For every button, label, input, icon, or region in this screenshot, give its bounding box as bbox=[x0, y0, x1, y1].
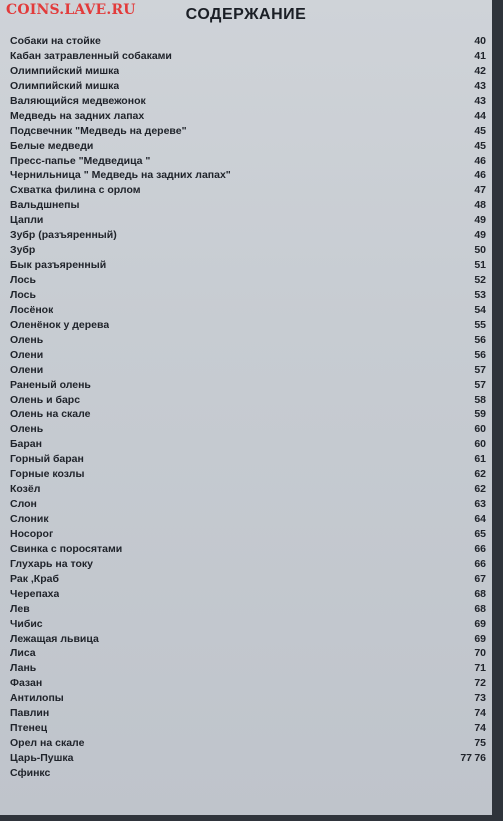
toc-entry-label: Олень bbox=[10, 423, 44, 436]
toc-entry bbox=[10, 497, 490, 512]
toc-entry bbox=[10, 318, 490, 333]
toc-entry bbox=[10, 706, 490, 721]
toc-entry-label: Царь-Пушка bbox=[10, 752, 74, 764]
toc-entry bbox=[10, 198, 490, 213]
toc-entry-label: Олень на скале bbox=[10, 408, 91, 421]
toc-entry bbox=[10, 228, 490, 243]
toc-entry-page-number: 43 bbox=[474, 79, 486, 92]
toc-entry-page-number: 46 bbox=[474, 169, 486, 182]
toc-entry-label: Слоник bbox=[10, 513, 49, 525]
toc-entry-label: Слон bbox=[10, 498, 37, 511]
toc-entry-label: Горный баран bbox=[10, 453, 84, 466]
toc-entry-page-number: 70 bbox=[474, 647, 486, 660]
toc-entry-label: Лось bbox=[10, 274, 36, 286]
toc-entry-label: Лиса bbox=[10, 647, 36, 660]
toc-entry-label: Лань bbox=[10, 662, 37, 675]
toc-entry bbox=[10, 168, 490, 183]
toc-entry-page-number: 51 bbox=[474, 259, 486, 272]
toc-entry bbox=[10, 512, 490, 527]
toc-entry-page-number: 48 bbox=[474, 199, 486, 212]
toc-entry bbox=[10, 333, 490, 348]
toc-entry-label: Антилопы bbox=[10, 692, 64, 705]
toc-entry-page-number: 73 bbox=[474, 692, 486, 705]
toc-entry bbox=[10, 49, 490, 64]
toc-entry-label: Лежащая львица bbox=[10, 632, 99, 645]
page-title: СОДЕРЖАНИЕ bbox=[185, 6, 307, 23]
toc-entry-page-number: 45 bbox=[474, 124, 486, 137]
toc-entry-label: Олимпийский мишка bbox=[10, 79, 120, 92]
toc-entry-page-number: 57 bbox=[474, 363, 486, 376]
toc-entry bbox=[10, 79, 490, 94]
toc-entry-page-number: 49 bbox=[474, 214, 486, 227]
toc-entry-page-number: 54 bbox=[474, 303, 486, 316]
toc-entry-label: Олень bbox=[10, 333, 44, 346]
toc-entry bbox=[10, 721, 490, 736]
toc-entry-page-number: 43 bbox=[474, 94, 486, 107]
toc-entry-page-number: 57 bbox=[474, 378, 486, 391]
toc-entry-page-number: 62 bbox=[474, 483, 486, 496]
toc-entry bbox=[10, 437, 490, 452]
toc-entry-label: Сфинкс bbox=[10, 766, 51, 779]
toc-entry bbox=[10, 303, 490, 318]
toc-entry bbox=[10, 213, 490, 228]
toc-entry-label: Подсвечник "Медведь на дереве" bbox=[10, 124, 187, 137]
toc-entry-label: Птенец bbox=[10, 722, 48, 735]
toc-entry-page-number: 46 bbox=[474, 154, 486, 167]
toc-entry-label: Павлин bbox=[10, 707, 50, 720]
toc-entry bbox=[10, 258, 490, 273]
toc-entry bbox=[10, 557, 490, 572]
toc-entry-label: Лосёнок bbox=[10, 303, 54, 316]
toc-entry-label: Олени bbox=[10, 363, 44, 376]
page-bottom-shadow bbox=[0, 815, 503, 821]
toc-entry bbox=[10, 273, 490, 288]
toc-entry-page-number: 50 bbox=[474, 244, 486, 257]
toc-entry-label: Зубр bbox=[10, 244, 36, 257]
toc-entry bbox=[10, 348, 490, 363]
toc-entry-label: Оленёнок у дерева bbox=[10, 318, 110, 331]
toc-entry bbox=[10, 94, 490, 109]
toc-entry bbox=[10, 422, 490, 437]
toc-entry bbox=[10, 617, 490, 632]
toc-entry-page-number: 74 bbox=[474, 707, 486, 720]
toc-entry-page-number: 52 bbox=[474, 274, 486, 286]
trailing-page-number: 77 bbox=[460, 752, 472, 764]
toc-entry-page-number: 58 bbox=[474, 393, 486, 406]
toc-entry-page-number: 53 bbox=[474, 288, 486, 301]
toc-entry-page-number: 56 bbox=[474, 348, 486, 361]
toc-entry-label: Бык разъяренный bbox=[10, 259, 107, 272]
toc-entry-label: Цапли bbox=[10, 214, 44, 227]
toc-entry bbox=[10, 482, 490, 497]
toc-entry-label: Белые медведи bbox=[10, 139, 94, 152]
toc-entry-page-number: 68 bbox=[474, 602, 486, 615]
toc-entry-page-number: 74 bbox=[474, 722, 486, 735]
toc-entry bbox=[10, 632, 490, 647]
toc-entry-label: Орел на скале bbox=[10, 737, 85, 750]
toc-entry bbox=[10, 602, 490, 617]
toc-entry-label: Вальдшнепы bbox=[10, 199, 80, 212]
table-of-contents bbox=[10, 34, 490, 781]
toc-entry bbox=[10, 572, 490, 587]
toc-entry-label: Раненый олень bbox=[10, 378, 91, 391]
toc-entry-page-number: 71 bbox=[474, 662, 486, 675]
toc-entry bbox=[10, 766, 490, 781]
toc-entry bbox=[10, 109, 490, 124]
toc-entry-page-number: 44 bbox=[474, 109, 486, 122]
toc-entry bbox=[10, 393, 490, 408]
toc-entry bbox=[10, 183, 490, 198]
toc-entry bbox=[10, 243, 490, 258]
toc-entry-label: Чернильница " Медведь на задних лапах" bbox=[10, 169, 231, 182]
toc-entry-page-number: 75 bbox=[474, 737, 486, 750]
toc-entry-page-number: 72 bbox=[474, 677, 486, 690]
toc-entry bbox=[10, 691, 490, 706]
watermark: COINS.LAVE.RU bbox=[6, 2, 136, 18]
toc-entry-label: Олени bbox=[10, 348, 44, 361]
toc-entry bbox=[10, 139, 490, 154]
toc-entry bbox=[10, 154, 490, 169]
toc-entry bbox=[10, 646, 490, 661]
toc-entry bbox=[10, 378, 490, 393]
toc-entry bbox=[10, 751, 490, 766]
page-edge-shadow bbox=[492, 0, 503, 821]
toc-entry-page-number: 60 bbox=[474, 423, 486, 436]
toc-entry bbox=[10, 34, 490, 49]
toc-entry-page-number: 45 bbox=[474, 139, 486, 152]
toc-entry-page-number: 69 bbox=[474, 617, 486, 630]
toc-entry-page-number: 59 bbox=[474, 408, 486, 421]
toc-entry-page-number: 55 bbox=[474, 318, 486, 331]
toc-entry-page-number: 67 bbox=[474, 572, 486, 585]
toc-entry bbox=[10, 124, 490, 139]
toc-entry bbox=[10, 736, 490, 751]
toc-entry-label: Свинка с поросятами bbox=[10, 542, 123, 555]
toc-entry-page-number: 66 bbox=[474, 542, 486, 555]
toc-entry-label: Олень и барс bbox=[10, 393, 81, 406]
toc-entry-page-number: 63 bbox=[474, 498, 486, 511]
toc-entry-label: Лось bbox=[10, 288, 36, 301]
toc-entry-label: Носорог bbox=[10, 527, 54, 540]
toc-entry bbox=[10, 363, 490, 378]
toc-entry-label: Валяющийся медвежонок bbox=[10, 94, 146, 107]
toc-entry-page-number: 40 bbox=[474, 35, 486, 47]
toc-entry-label: Козёл bbox=[10, 483, 41, 496]
toc-entry-label: Собаки на стойке bbox=[10, 35, 101, 47]
toc-entry bbox=[10, 407, 490, 422]
toc-entry-page-number: 62 bbox=[474, 468, 486, 481]
toc-entry bbox=[10, 527, 490, 542]
toc-entry-page-number: 64 bbox=[474, 513, 486, 525]
toc-entry-label: Кабан затравленный собаками bbox=[10, 49, 172, 62]
toc-entry bbox=[10, 467, 490, 482]
toc-entry-label: Пресс-папье "Медведица " bbox=[10, 154, 151, 167]
toc-entry-page-number: 42 bbox=[474, 64, 486, 77]
toc-entry-page-number: 61 bbox=[474, 453, 486, 466]
toc-entry-page-number: 65 bbox=[474, 527, 486, 540]
toc-entry bbox=[10, 661, 490, 676]
toc-entry-label: Схватка филина с орлом bbox=[10, 184, 141, 197]
toc-entry-page-number: 56 bbox=[474, 333, 486, 346]
toc-entry-label: Олимпийский мишка bbox=[10, 64, 120, 77]
toc-entry-page-number: 49 bbox=[474, 229, 486, 242]
toc-entry-label: Глухарь на току bbox=[10, 557, 94, 570]
toc-entry-label: Чибис bbox=[10, 617, 43, 630]
toc-entry-label: Зубр (разъяренный) bbox=[10, 229, 117, 242]
toc-entry-label: Черепаха bbox=[10, 587, 60, 600]
toc-entry-label: Баран bbox=[10, 438, 42, 451]
toc-entry-page-number: 69 bbox=[474, 632, 486, 645]
toc-entry bbox=[10, 587, 490, 602]
toc-entry bbox=[10, 676, 490, 691]
toc-entry-page-number: 76 bbox=[474, 752, 486, 764]
toc-entry-label: Рак ,Краб bbox=[10, 572, 59, 585]
toc-entry bbox=[10, 288, 490, 303]
toc-entry-label: Горные козлы bbox=[10, 468, 85, 481]
toc-entry bbox=[10, 64, 490, 79]
toc-entry bbox=[10, 452, 490, 467]
toc-entry-page-number: 66 bbox=[474, 557, 486, 570]
toc-entry-page-number: 41 bbox=[474, 49, 486, 62]
toc-entry-label: Лев bbox=[10, 602, 30, 615]
toc-entry-label: Медведь на задних лапах bbox=[10, 109, 145, 122]
toc-entry-label: Фазан bbox=[10, 677, 43, 690]
toc-entry-page-number: 68 bbox=[474, 587, 486, 600]
toc-entry-page-number: 47 bbox=[474, 184, 486, 197]
toc-entry-page-number: 60 bbox=[474, 438, 486, 451]
toc-entry bbox=[10, 542, 490, 557]
